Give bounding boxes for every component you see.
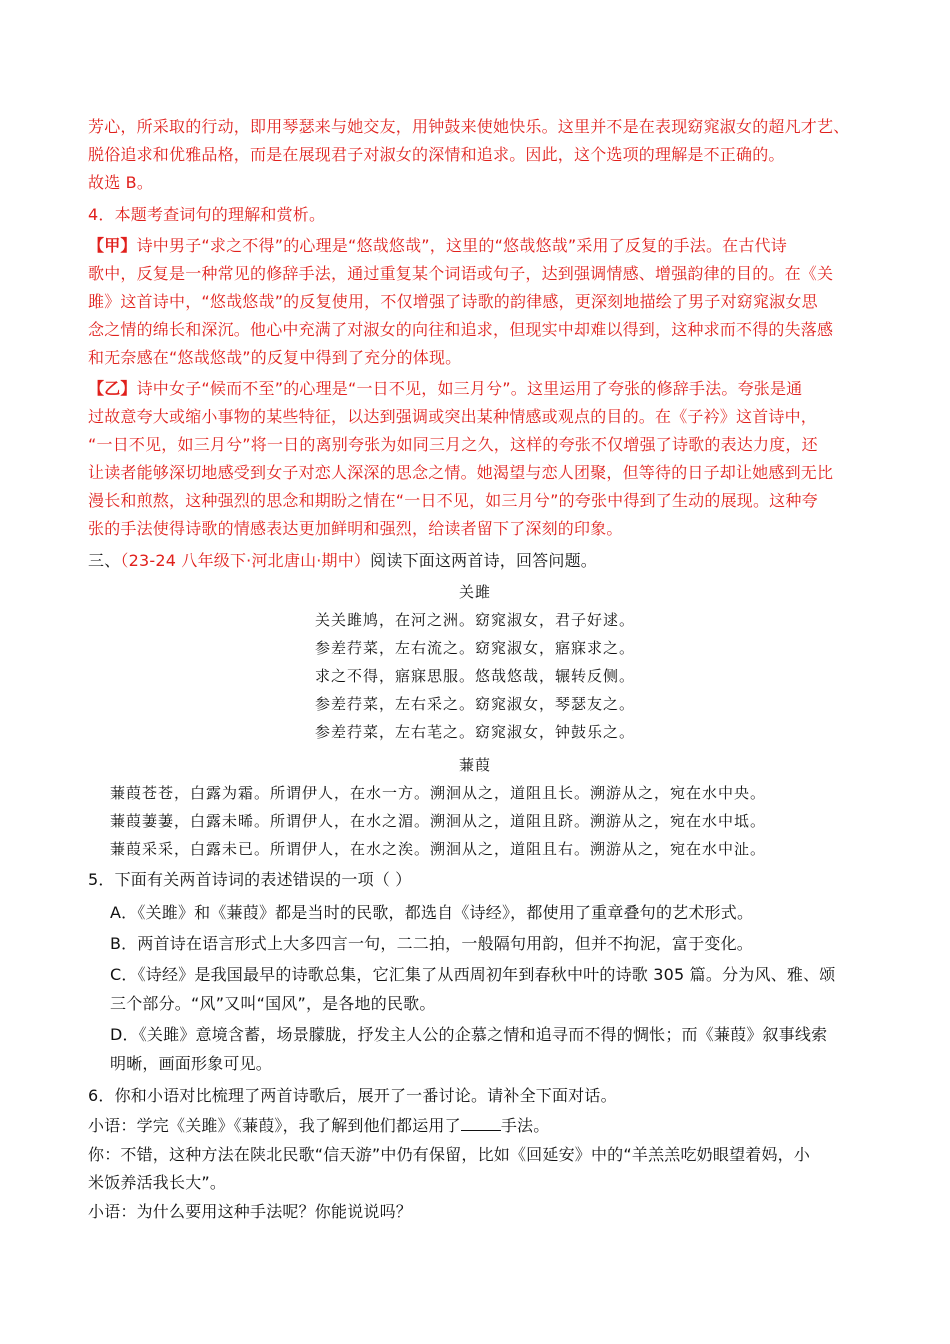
q4-heading: 4．本题考查词句的理解和赏析。 — [88, 205, 326, 224]
q5-option-b[interactable]: B．两首诗在语言形式上大多四言一句，二二拍，一般隔句用韵，但并不拘泥，富于变化。 — [110, 934, 753, 953]
section-heading: 三、（23-24 八年级下·河北唐山·期中）阅读下面这两首诗，回答问题。 — [88, 551, 597, 570]
q5-option-d[interactable]: D．《关雎》意境含蓄，场景朦胧，抒发主人公的企慕之情和追寻而不得的惆怅；而《蒹葭》叙事线索 — [110, 1025, 828, 1044]
q5-stem: 5．下面有关两首诗词的表述错误的一项（ ） — [88, 870, 412, 889]
poem-line: 蒹葭苍苍，白露为霜。所谓伊人，在水一方。溯洄从之，道阻且长。溯游从之，宛在水中央。 — [110, 784, 767, 802]
poem-line: 参差荇菜，左右芼之。窈窕淑女，钟鼓乐之。 — [314, 723, 635, 741]
analysis-line: 芳心，所采取的行动，即用琴瑟来与她交友，用钟鼓来使她快乐。这里并不是在表现窈窕淑女的超凡才艺、 — [88, 117, 850, 136]
q5-option-c[interactable]: C．《诗经》是我国最早的诗歌总集，它汇集了从西周初年到春秋中叶的诗歌 305 篇。分为风、雅、颂 — [110, 965, 836, 984]
jia-paragraph-line: 歌中，反复是一种常见的修辞手法，通过重复某个词语或句子，达到强调情感、增强韵律的目的。在《关 — [88, 264, 834, 283]
q5-option-c-cont: 三个部分。“风”又叫“国风”，是各地的民歌。 — [110, 994, 436, 1013]
poem-line: 蒹葭萋萋，白露未晞。所谓伊人，在水之湄。溯洄从之，道阻且跻。溯游从之，宛在水中坻。 — [110, 812, 767, 830]
jia-paragraph-line: 【甲】诗中男子“求之不得”的心理是“悠哉悠哉”，这里的“悠哉悠哉”采用了反复的手法。在古代诗 — [88, 236, 787, 255]
dialogue-xiaoyu-2: 小语：为什么要用这种手法呢？你能说说吗？ — [88, 1202, 413, 1221]
yi-paragraph-line: 张的手法使得诗歌的情感表达更加鲜明和强烈，给读者留下了深刻的印象。 — [88, 519, 623, 538]
poem-line: 求之不得，寤寐思服。悠哉悠哉，辗转反侧。 — [314, 667, 635, 685]
dialogue-you-1-cont: 米饭养活我长大”。 — [88, 1173, 227, 1192]
poem-title: 蒹葭 — [458, 756, 491, 774]
yi-paragraph-line: “一日不见，如三月兮”将一日的离别夸张为如同三月之久，这样的夸张不仅增强了诗歌的表达力度，还 — [88, 435, 818, 454]
analysis-line: 脱俗追求和优雅品格，而是在展现君子对淑女的深情和追求。因此，这个选项的理解是不正确的。 — [88, 145, 785, 164]
q6-stem: 6．你和小语对比梳理了两首诗歌后，展开了一番讨论。请补全下面对话。 — [88, 1086, 617, 1105]
source-tag: （23-24 八年级下·河北唐山·期中） — [120, 551, 371, 570]
poem-title: 关雎 — [458, 583, 491, 601]
dialogue-xiaoyu-1: 小语：学完《关雎》《蒹葭》，我了解到他们都运用了 手法。 — [88, 1116, 550, 1135]
yi-paragraph-line: 漫长和煎熬，这种强烈的思念和期盼之情在“一日不见，如三月兮”的夸张中得到了生动的展现。这种夸 — [88, 491, 818, 510]
poem-line: 关关雎鸠，在河之洲。窈窕淑女，君子好逑。 — [314, 611, 635, 629]
q5-option-d-cont: 明晰，画面形象可见。 — [110, 1054, 273, 1073]
poem-line: 蒹葭采采，白露未已。所谓伊人，在水之涘。溯洄从之，道阻且右。溯游从之，宛在水中沚。 — [110, 840, 767, 858]
yi-tag: 【乙】 — [88, 379, 137, 398]
poem-line: 参差荇菜，左右采之。窈窕淑女，琴瑟友之。 — [314, 695, 635, 713]
poem-line: 参差荇菜，左右流之。窈窕淑女，寤寐求之。 — [314, 639, 635, 657]
answer-blank[interactable] — [461, 1116, 501, 1131]
dialogue-you-1: 你：不错，这种方法在陕北民歌“信天游”中仍有保留，比如《回延安》中的“羊羔羔吃奶眼望着妈，小 — [88, 1145, 811, 1164]
yi-paragraph-line: 【乙】诗中女子“候而不至”的心理是“一日不见，如三月兮”。这里运用了夸张的修辞手法。夸张是通 — [88, 379, 803, 398]
analysis-line: 故选 B。 — [88, 173, 154, 192]
jia-tag: 【甲】 — [88, 236, 137, 255]
yi-paragraph-line: 让读者能够深切地感受到女子对恋人深深的思念之情。她渴望与恋人团聚，但等待的日子却让她感到无比 — [88, 463, 834, 482]
jia-paragraph-line: 和无奈感在“悠哉悠哉”的反复中得到了充分的体现。 — [88, 348, 462, 367]
jia-paragraph-line: 念之情的绵长和深沉。他心中充满了对淑女的向往和追求，但现实中却难以得到，这种求而不得的失落感 — [88, 320, 834, 339]
yi-paragraph-line: 过故意夸大或缩小事物的某些特征，以达到强调或突出某种情感或观点的目的。在《子衿》这首诗中， — [88, 407, 818, 426]
q5-option-a[interactable]: A．《关雎》和《蒹葭》都是当时的民歌，都选自《诗经》，都使用了重章叠句的艺术形式。 — [110, 903, 754, 922]
jia-paragraph-line: 雎》这首诗中，“悠哉悠哉”的反复使用，不仅增强了诗歌的韵律感，更深刻地描绘了男子对窈窕淑女思 — [88, 292, 818, 311]
